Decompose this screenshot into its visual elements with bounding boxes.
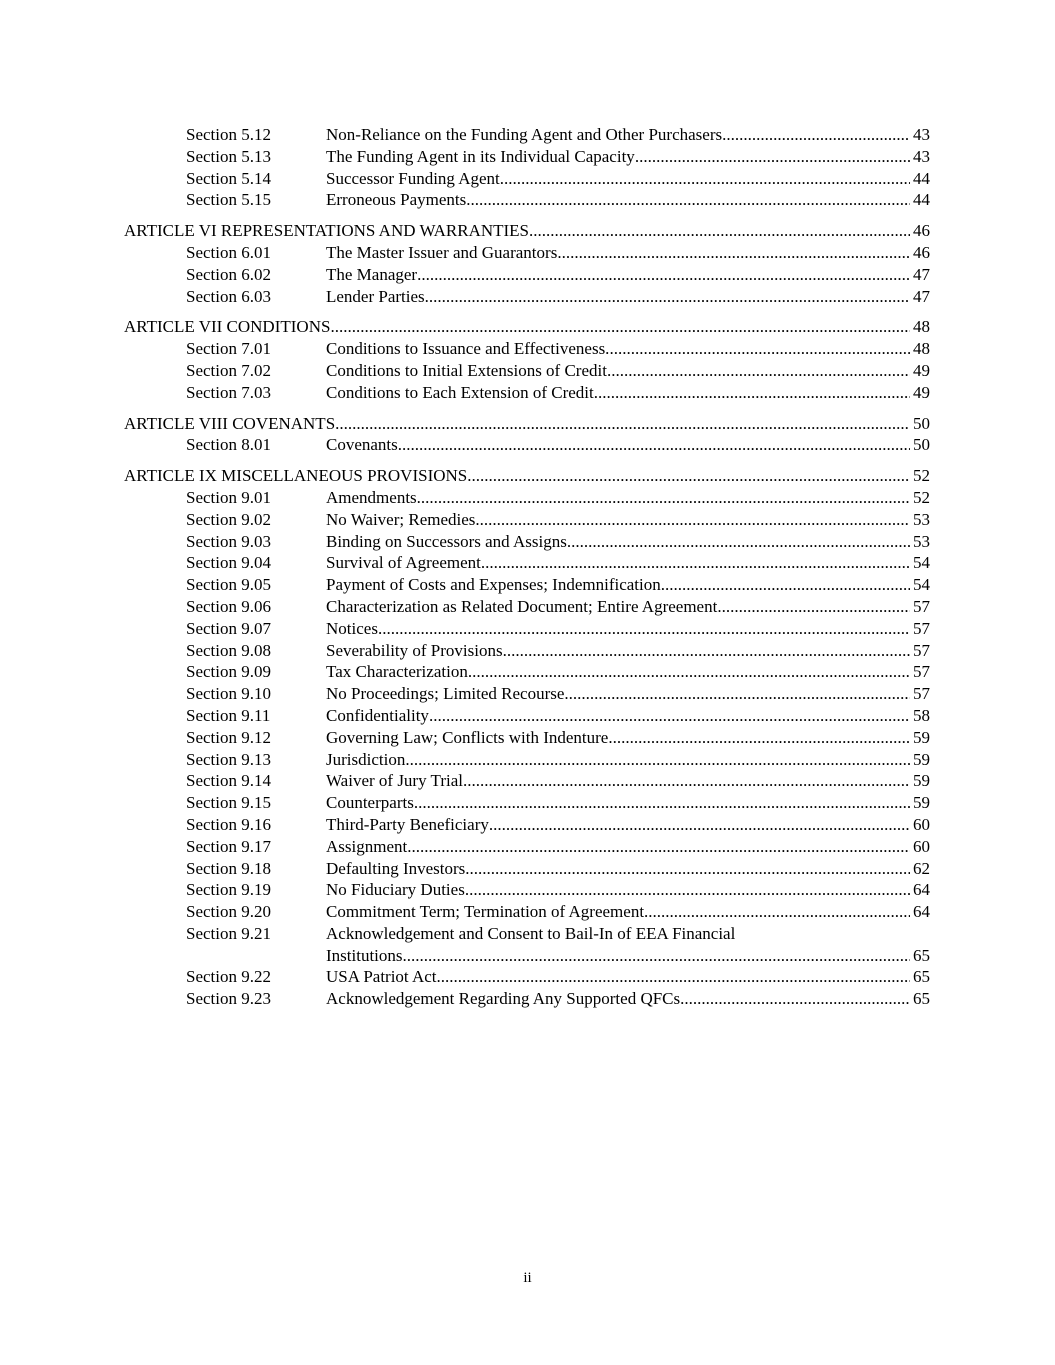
toc-entry-section-6-02[interactable] [124, 264, 930, 286]
dot-leader [635, 146, 910, 168]
page-number: 60 [913, 836, 930, 856]
section-number: Section 9.21 [186, 923, 271, 943]
toc-entry-section-8-01[interactable] [124, 434, 930, 456]
toc-entry-section-5-14[interactable] [124, 168, 930, 190]
page-number: 48 [913, 339, 930, 359]
page-number: 43 [913, 125, 930, 144]
section-title: The Master Issuer and Guarantors [326, 242, 558, 262]
section-title: Notices [326, 618, 378, 638]
section-title: Characterization as Related Document; Entire Agreement [326, 596, 718, 616]
page-number: 49 [913, 382, 930, 402]
section-number: Section 9.17 [186, 836, 271, 856]
toc-entry-section-9-10[interactable] [124, 683, 930, 705]
section-title: Acknowledgement and Consent to Bail-In of EEA Financial [326, 923, 736, 943]
page-footer-number: ii [523, 1270, 532, 1286]
toc-entry-section-9-16[interactable] [124, 814, 930, 836]
section-title: Governing Law; Conflicts with Indenture [326, 727, 609, 747]
section-number: Section 9.12 [186, 727, 271, 747]
page-number: 60 [913, 814, 930, 834]
section-number: Section 6.02 [186, 264, 271, 284]
dot-leader [398, 434, 910, 456]
dot-leader [608, 727, 910, 749]
section-number: Section 6.03 [186, 286, 271, 306]
dot-leader [500, 168, 910, 190]
toc-entry-section-9-13[interactable] [124, 749, 930, 771]
dot-leader [467, 465, 910, 487]
toc-entry-section-9-15[interactable] [124, 792, 930, 814]
dot-leader [330, 316, 910, 338]
dot-leader [503, 640, 910, 662]
dot-leader [607, 360, 910, 382]
toc-entry-section-5-12[interactable] [124, 124, 930, 146]
toc-entry-section-6-03[interactable] [124, 286, 930, 308]
page-number: 57 [913, 684, 930, 704]
toc-entry-section-5-13[interactable] [124, 146, 930, 168]
section-title: No Waiver; Remedies [326, 509, 476, 529]
toc-entry-section-9-02[interactable] [124, 509, 930, 531]
dot-leader [417, 264, 910, 286]
section-title: No Fiduciary Duties [326, 880, 465, 900]
section-title: Covenants [326, 435, 398, 455]
section-number: Section 9.19 [186, 880, 271, 900]
page-number: 59 [913, 793, 930, 813]
page-number: 52 [913, 466, 930, 486]
section-title-continuation: Institutions. [326, 945, 407, 965]
page-number: 65 [913, 967, 930, 987]
section-number: Section 9.22 [186, 967, 271, 987]
section-number: Section 9.03 [186, 531, 271, 551]
page-number: 59 [913, 727, 930, 747]
section-title: Lender Parties [326, 286, 425, 306]
section-title: Counterparts [326, 793, 414, 813]
section-number: Section 9.06 [186, 596, 271, 616]
dot-leader [465, 858, 910, 880]
dot-leader [481, 552, 910, 574]
toc-entry-section-9-07[interactable] [124, 618, 930, 640]
section-number: Section 7.01 [186, 339, 271, 359]
dot-leader [594, 382, 910, 404]
page-number: 57 [913, 618, 930, 638]
section-number: Section 9.23 [186, 989, 271, 1009]
dot-leader [564, 683, 910, 705]
section-title: The Manager [326, 264, 418, 284]
dot-leader [407, 836, 910, 858]
toc-entry-section-9-04[interactable] [124, 552, 930, 574]
section-number: Section 9.04 [186, 553, 271, 573]
section-number: Section 9.20 [186, 902, 271, 922]
page-number: 59 [913, 771, 930, 791]
dot-leader [717, 596, 910, 618]
section-title: Payment of Costs and Expenses; Indemnification [326, 575, 661, 595]
page-number: 50 [913, 435, 930, 455]
page-number: 53 [913, 509, 930, 529]
dot-leader [378, 618, 910, 640]
toc-entry-section-9-17[interactable] [124, 836, 930, 858]
toc-entry-article-6[interactable] [124, 220, 930, 242]
dot-leader [425, 286, 910, 308]
dot-leader [661, 574, 910, 596]
toc-entry-section-9-21-continuation[interactable] [124, 945, 930, 967]
toc-entry-section-7-01[interactable] [124, 338, 930, 360]
page-number: 48 [913, 317, 930, 337]
page-number: 53 [913, 531, 930, 551]
page-number: 46 [913, 221, 930, 241]
toc-entry-section-9-19[interactable] [124, 879, 930, 901]
dot-leader [414, 792, 910, 814]
toc-entry-section-7-03[interactable] [124, 382, 930, 404]
toc-entry-section-9-23[interactable] [124, 988, 930, 1010]
section-title: Third-Party Beneficiary [326, 814, 489, 834]
section-title: Survival of Agreement [326, 553, 481, 573]
toc-entry-section-9-20[interactable] [124, 901, 930, 923]
dot-leader [489, 814, 910, 836]
page-number: 44 [913, 190, 930, 210]
toc-entry-section-9-12[interactable] [124, 727, 930, 749]
section-number: Section 9.15 [186, 793, 271, 813]
toc-entry-section-9-22[interactable] [124, 966, 930, 988]
toc-entry-section-7-02[interactable] [124, 360, 930, 382]
dot-leader [405, 749, 910, 771]
section-title: Erroneous Payments. [326, 190, 471, 210]
toc-entry-section-9-18[interactable] [124, 858, 930, 880]
section-number: Section 9.18 [186, 858, 271, 878]
toc-entry-section-9-11[interactable] [124, 705, 930, 727]
section-number: Section 5.13 [186, 146, 271, 166]
dot-leader [609, 338, 910, 360]
page-number: 44 [913, 168, 930, 188]
section-number: Section 9.16 [186, 814, 271, 834]
toc-entry-section-9-05[interactable] [124, 574, 930, 596]
section-title: Conditions to Each Extension of Credit [326, 382, 594, 402]
section-title: Confidentiality [326, 705, 429, 725]
dot-leader [722, 124, 910, 146]
dot-leader [468, 661, 910, 683]
section-title: Successor Funding Agent [326, 168, 500, 188]
article-title: ARTICLE VII CONDITIONS [124, 317, 331, 337]
dot-leader [470, 189, 910, 211]
dot-leader [557, 242, 910, 264]
dot-leader [335, 413, 910, 435]
section-title: Conditions to Initial Extensions of Credit [326, 360, 607, 380]
toc-entry-section-5-15[interactable] [124, 189, 930, 211]
page-number: 65 [913, 989, 930, 1009]
section-number: Section 9.09 [186, 662, 271, 682]
section-number: Section 9.13 [186, 749, 271, 769]
page-number: 65 [913, 945, 930, 965]
toc-entry-section-9-03[interactable] [124, 531, 930, 553]
dot-leader [529, 220, 910, 242]
toc-entry-section-9-01[interactable] [124, 487, 930, 509]
section-title: The Funding Agent in its Individual Capacity [326, 146, 635, 166]
section-number: Section 9.10 [186, 684, 271, 704]
section-title: Amendments [326, 487, 417, 507]
page-number: 47 [913, 264, 930, 284]
dot-leader [437, 966, 910, 988]
section-title: Binding on Successors and Assigns [326, 531, 567, 551]
section-number: Section 9.11 [186, 705, 271, 725]
page-number: 57 [913, 596, 930, 616]
section-number: Section 9.01 [186, 487, 271, 507]
dot-leader [429, 705, 910, 727]
section-title: Commitment Term; Termination of Agreement [326, 902, 645, 922]
toc-entry-article-9[interactable] [124, 465, 930, 487]
toc-entry-section-9-08[interactable] [124, 640, 930, 662]
section-number: Section 7.02 [186, 360, 271, 380]
page-number: 50 [913, 413, 930, 433]
article-title: ARTICLE IX MISCELLANEOUS PROVISIONS [124, 466, 468, 486]
page-number: 54 [913, 553, 930, 573]
section-number: Section 9.02 [186, 509, 271, 529]
dot-leader [407, 945, 910, 967]
toc-entry-article-7[interactable] [124, 316, 930, 338]
page-number: 57 [913, 640, 930, 660]
dot-leader [475, 509, 910, 531]
page-number: 43 [913, 146, 930, 166]
table-of-contents [124, 124, 930, 1010]
toc-entry-section-6-01[interactable] [124, 242, 930, 264]
section-title: Non-Reliance on the Funding Agent and Other Purchasers [326, 125, 723, 144]
section-number: Section 9.08 [186, 640, 271, 660]
page-number: 59 [913, 749, 930, 769]
section-number: Section 5.12 [186, 125, 271, 144]
dot-leader [680, 988, 910, 1010]
article-title: ARTICLE VIII COVENANTS [124, 413, 336, 433]
section-title: Tax Characterization [326, 662, 468, 682]
section-number: Section 6.01 [186, 242, 271, 262]
section-title: Conditions to Issuance and Effectiveness. [326, 339, 610, 359]
page-number: 64 [913, 902, 930, 922]
section-number: Section 9.05 [186, 575, 271, 595]
section-title: Severability of Provisions [326, 640, 503, 660]
page-number: 57 [913, 662, 930, 682]
section-number: Section 8.01 [186, 435, 271, 455]
page-number: 49 [913, 360, 930, 380]
page-number: 47 [913, 286, 930, 306]
section-title: Waiver of Jury Trial [326, 771, 463, 791]
toc-entry-article-8[interactable] [124, 413, 930, 435]
section-title: Acknowledgement Regarding Any Supported QFCs [326, 989, 681, 1009]
section-title: Defaulting Investors [326, 858, 466, 878]
dot-leader [567, 531, 910, 553]
section-number: Section 5.15 [186, 190, 271, 210]
page-number: 62 [913, 858, 930, 878]
toc-entry-section-9-09[interactable] [124, 661, 930, 683]
section-number: Section 5.14 [186, 168, 271, 188]
page-number: 58 [913, 705, 930, 725]
dot-leader [644, 901, 910, 923]
toc-entry-section-9-14[interactable] [124, 770, 930, 792]
section-title: Assignment [326, 836, 408, 856]
section-number: Section 9.14 [186, 771, 271, 791]
section-number: Section 7.03 [186, 382, 271, 402]
dot-leader [463, 770, 910, 792]
article-title: ARTICLE VI REPRESENTATIONS AND WARRANTIES [124, 221, 530, 241]
page-number: 46 [913, 242, 930, 262]
dot-leader [417, 487, 910, 509]
dot-leader [465, 879, 910, 901]
toc-entry-section-9-06[interactable] [124, 596, 930, 618]
page-number: 54 [913, 575, 930, 595]
page-number: 52 [913, 487, 930, 507]
section-title: USA Patriot Act [326, 967, 437, 987]
section-title: Jurisdiction [326, 749, 406, 769]
page-number: 64 [913, 880, 930, 900]
toc-entry-section-9-21[interactable] [124, 923, 930, 945]
section-title: No Proceedings; Limited Recourse [326, 684, 565, 704]
section-number: Section 9.07 [186, 618, 271, 638]
